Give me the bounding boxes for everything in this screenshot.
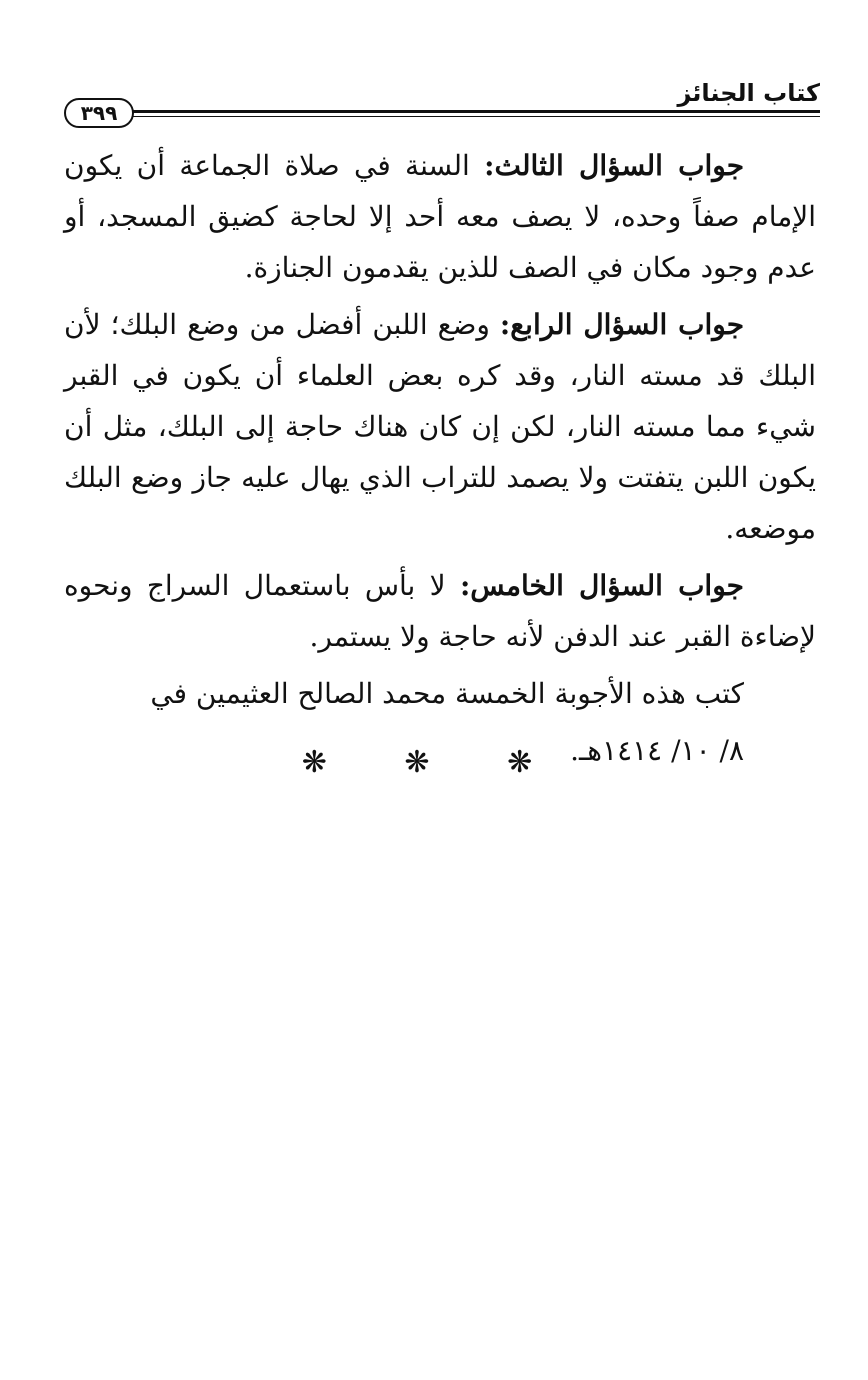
signature-paragraph xyxy=(64,668,816,719)
ornament-star-icon: ❋ xyxy=(507,745,567,780)
paragraph-answer-5 xyxy=(64,560,816,662)
paragraph-text: وضع اللبن أفضل من وضع البلك؛ لأن البلك قد مسته النار، وقد كره بعض العلماء أن يكون في القبر شيء مما مسته النار، لكن إن كان هناك حاجة إلى البلك، مثل أن يكون اللبن يتفتت ولا يصمد للتراب الذي يهال عليه جاز وضع البلك موضعه. xyxy=(64,308,816,545)
header-rule-thin xyxy=(128,116,820,117)
signature-text: كتب هذه الأجوبة الخمسة محمد الصالح العثيمين في xyxy=(150,677,744,710)
date-text: ٨/ ١٠/ ١٤١٤هـ. xyxy=(570,734,744,767)
ornament-star-icon: ❋ xyxy=(301,745,361,780)
paragraph-text: السنة في صلاة الجماعة أن يكون الإمام صفاً وحده، لا يصف معه أحد إلا لحاجة كضيق المسجد، أو عدم وجود مكان في الصف للذين يقدمون الجنازة. xyxy=(64,149,816,284)
body-text xyxy=(64,140,816,782)
header-rule xyxy=(128,110,820,113)
paragraph-answer-3 xyxy=(64,140,816,293)
paragraph-answer-4 xyxy=(64,299,816,554)
question-label: جواب السؤال الرابع: xyxy=(499,308,744,341)
chapter-title: كتاب الجنائز xyxy=(677,79,820,107)
page-number: ٣٩٩ xyxy=(64,98,134,128)
section-ornament xyxy=(0,745,868,780)
question-label: جواب السؤال الثالث: xyxy=(484,149,745,182)
running-header xyxy=(58,70,820,126)
question-label: جواب السؤال الخامس: xyxy=(459,569,744,602)
paragraph-text: لا بأس باستعمال السراج ونحوه لإضاءة القبر عند الدفن لأنه حاجة ولا يستمر. xyxy=(64,569,816,653)
ornament-star-icon: ❋ xyxy=(404,745,464,780)
